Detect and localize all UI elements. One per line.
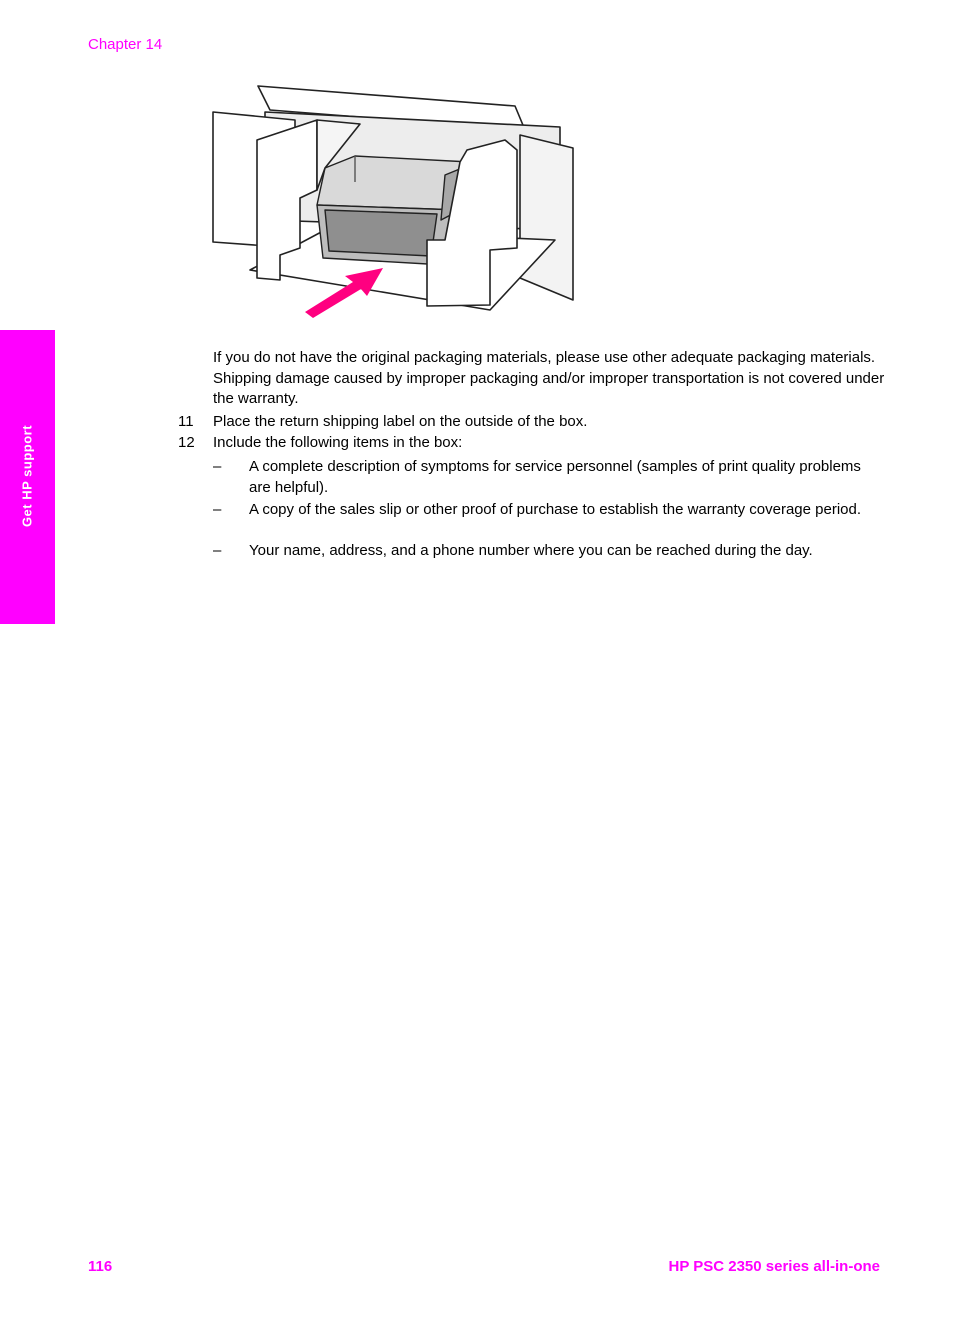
bullet-text: A complete description of symptoms for service personnel (samples of print quality problems are helpful). bbox=[249, 458, 861, 496]
product-name: HP PSC 2350 series all-in-one bbox=[668, 1258, 880, 1275]
bullet-text: A copy of the sales slip or other proof of purchase to establish the warranty coverage period. bbox=[249, 501, 862, 518]
step-number: 11 bbox=[178, 413, 194, 430]
bullet-dash: – bbox=[213, 501, 222, 518]
step-number: 12 bbox=[178, 434, 195, 451]
bullet-text: Your name, address, and a phone number where you can be reached during the day. bbox=[249, 542, 813, 559]
page-number: 116 bbox=[88, 1258, 113, 1275]
bullet-dash: – bbox=[213, 542, 222, 559]
step-text: Include the following items in the box: bbox=[213, 434, 463, 451]
packaging-note: If you do not have the original packaging materials, please use other adequate packaging materials. Shipping damage caused by improper packaging and/or improper transportation is not covered under the warranty. bbox=[213, 349, 885, 407]
chapter-header: Chapter 14 bbox=[88, 36, 163, 53]
side-tab-label: Get HP support bbox=[19, 424, 35, 528]
printer-in-box-illustration bbox=[205, 80, 585, 318]
bullet-dash: – bbox=[213, 458, 222, 475]
step-text: Place the return shipping label on the outside of the box. bbox=[213, 413, 588, 430]
